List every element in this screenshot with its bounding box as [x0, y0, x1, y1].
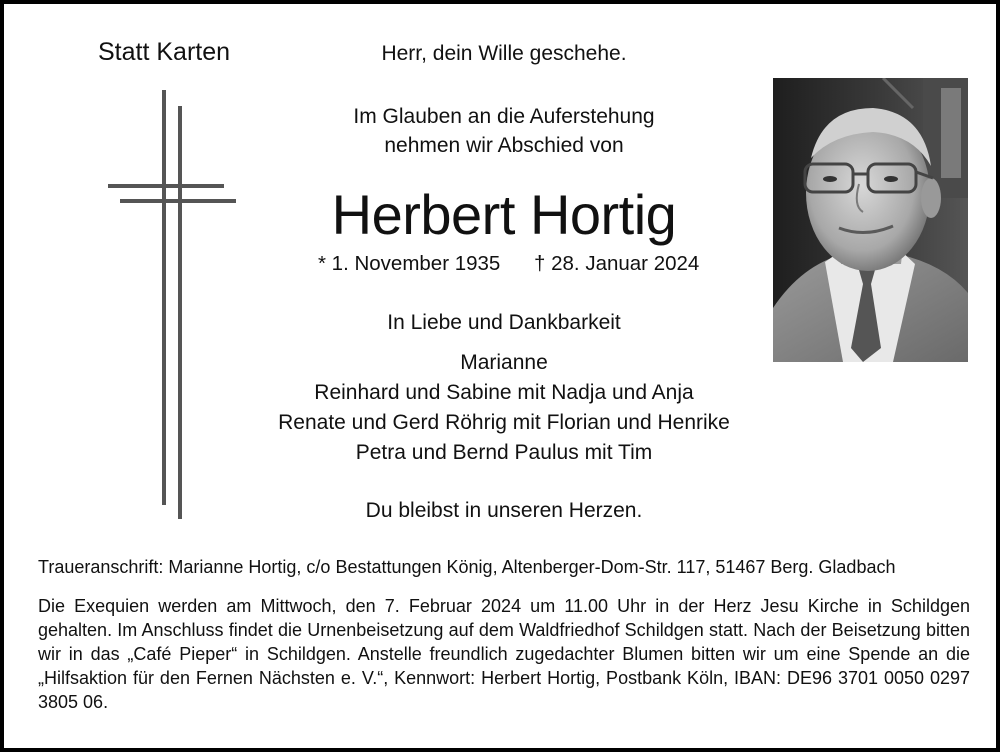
faith-line: Im Glauben an die Auferstehung: [353, 105, 655, 128]
faith-text: [304, 102, 704, 160]
family-line: Reinhard und Sabine mit Nadja und Anja: [314, 381, 694, 404]
faith-line: nehmen wir Abschied von: [384, 134, 624, 157]
life-dates: [304, 252, 704, 276]
portrait-photo: [773, 78, 968, 362]
family-list: [234, 348, 774, 468]
farewell-line: Du bleibst in unseren Herzen.: [365, 499, 643, 522]
deceased-name: Herbert Hortig: [331, 183, 677, 246]
birth-date: * 1. November 1935: [318, 252, 501, 275]
family-line: Petra und Bernd Paulus mit Tim: [355, 441, 653, 464]
statt-karten-label: Statt Karten: [98, 38, 231, 66]
mourning-address: Traueranschrift: Marianne Hortig, c/o Bestattungen König, Altenberger-Dom-Str. 117, 51467 Berg. Gladbach: [38, 557, 896, 577]
love-line: In Liebe und Dankbarkeit: [387, 311, 621, 334]
death-date: † 28. Januar 2024: [534, 252, 700, 275]
motto: Herr, dein Wille geschehe.: [381, 42, 627, 65]
family-line: Marianne: [460, 351, 548, 374]
family-line: Renate und Gerd Röhrig mit Florian und Henrike: [278, 411, 730, 434]
funeral-info: Die Exequien werden am Mittwoch, den 7. Februar 2024 um 11.00 Uhr in der Herz Jesu Kirche in Schildgen gehalten. Im Anschluss findet die Urnenbeisetzung auf dem Waldfriedhof Schildgen statt. Nach der Beisetzung bitten wir in das „Café Pieper“ in Schildgen. Anstelle freundlich zugedachter Blumen bitten wir um eine Spende an die „Hilfsaktion für den Fernen Nächsten e. V.“, Kennwort: Herbert Hortig, Postbank Köln, IBAN: DE96 3701 0050 0297 3805 06.: [38, 596, 970, 712]
